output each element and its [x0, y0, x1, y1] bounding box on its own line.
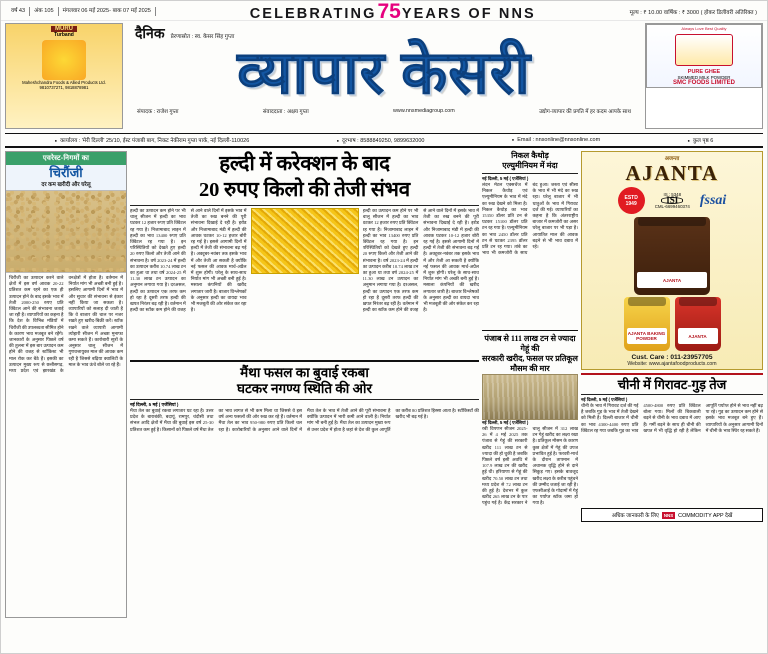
jar-label-3: AJANTA [678, 328, 718, 344]
lead-story [130, 151, 479, 362]
jar-label-1: AJANTA [637, 272, 707, 288]
nickel-article-body: लंदन मेटल एक्सचेंज में निकल कैथोड़ एवं एल्युमीनियम के भाव में मंदे का रुख देखने को मिला है। निकल कैथोड़ का भाव 15350 डॉलर प्रति टन से घटकर 15100 डॉलर प्रति टन रह गया है। एल्युमीनियम का भाव 2450 डॉलर प्रति टन से घटकर 2395 डॉलर प्रति टन रह गया। तांबे का भाव भी कमजोरी के साथ बंद हुआ। जस्ता एवं सीसा के भाव में भी मंदे का रुख रहा। घरेलू बाजार में भी धातुओं के भाव में गिरावट दर्ज की गई। व्यापारियों का कहना है कि अंतरराष्ट्रीय बाजार में कमजोरी का असर घरेलू बाजार पर भी पड़ा है। आयातित माल की आवक बढ़ने से भी भाव दबाव में रहे। [482, 182, 578, 256]
mentha-article-body: मैंथा तेल का बुवाई रकबा लगातार घट रहा है। उत्तर प्रदेश के बाराबंकी, बदायूं, रामपुर, चंदौसी तथा संभल आदि क्षेत्रों में मैंथा की बुवाई इस वर्ष 25-30 प्रतिशत कम हुई है। किसानों को पिछले वर्ष मैंथा तेल का भाव लागत से भी कम मिला था जिससे वे इस वर्ष अन्य फसलों की ओर रुख कर रहे हैं। वर्तमान में मैंथा तेल का भाव 950-980 रुपए प्रति किलो चल रहा है। कारोबारियों के अनुसार आने वाले दिनों में मैंथा तेल के भाव में तेजी आने की पूरी संभावना है क्योंकि उत्पादन में भारी कमी आने वाली है। निर्यात मांग भी बनी हुई है। मैंथा तेल का उत्पादन मुख्य रूप से उत्तर प्रदेश में होता है जहां से देश की कुल आपूर्ति का करीब 80 प्रतिशत हिस्सा आता है। स्टॉकिस्टों की खरीद भी बढ़ गई है। [130, 408, 479, 432]
celebrating-number: 75 [377, 0, 401, 23]
masthead-credits [123, 106, 645, 115]
mentha-headline-line2: घटकर नगण्य स्थिति की ओर [237, 381, 372, 396]
wheat-field-image [482, 374, 578, 420]
nickel-headline-line1: निकल कैथोड़ [511, 151, 549, 160]
sugar-article-body: चीनी के भाव में गिरावट दर्ज की गई है जबकि गुड़ के भाव में तेजी देखने को मिली है। दिल्ली बाजार में चीनी का भाव 4300-4400 रुपए प्रति क्विंटल रह गया जबकि गुड़ का भाव 4500-4800 रुपए प्रति क्विंटल बोला गया। मिलों की बिकवाली बढ़ने से चीनी के भाव दबाव में आए हैं। गर्मी बढ़ने के साथ ही चीनी की खपत में भी वृद्धि हो रही है लेकिन आपूर्ति पर्याप्त होने से भाव नहीं बढ़ पा रहे। गुड़ का उत्पादन कम होने से इसके भाव मजबूत बने हुए हैं। व्यापारियों के अनुसार आगामी दिनों में चीनी के भाव स्थिर रह सकते हैं। [581, 403, 763, 433]
ajanta-jar-row [584, 297, 760, 351]
lead-headline-line1: हल्दी में करेक्शन के बाद [219, 153, 390, 175]
sidebar-kicker: एवरेस्ट-निगमों का [6, 152, 126, 165]
ajanta-customer-care[interactable]: Cust. Care : 011-23957705 [631, 354, 713, 361]
masthead-tagline: उद्योग-व्यापार की प्रगति में हर कदम आपके साथ [539, 109, 631, 115]
smc-tag: Always Love Best Quality [681, 26, 727, 31]
nickel-story [482, 151, 578, 331]
total-pages: ● कुल पृष्ठ 6 [687, 136, 713, 144]
masthead-website[interactable]: www.nnsmediagroup.com [393, 108, 455, 114]
isi-mark [655, 192, 690, 209]
wheat-headline-line1: पंजाब से 111 लाख टन से ज्यादा गेहूं की [484, 334, 576, 353]
rule [581, 394, 763, 395]
muru-logo: MURU [51, 26, 77, 32]
fssai-logo: fssai [699, 192, 727, 208]
lead-headline-line2: 20 रुपए किलो की तेजी संभव [199, 179, 410, 201]
prerna-label: प्रेरणास्रोत : स्व. केसर सिंह गुप्ता [170, 34, 235, 40]
dainik-label: दैनिक [135, 27, 165, 42]
muru-company: Maheshchandra Foods & Allied Products Ltd. [22, 80, 106, 85]
reporter-name: संवाददाता : अक्षय गुप्ता [262, 109, 309, 115]
estd-label: ESTD [624, 194, 638, 201]
main-content [130, 151, 479, 618]
masthead-logo [123, 23, 645, 115]
celebrating-banner [250, 0, 536, 24]
commodity-strip-text: अधिक जानकारी के लिए [611, 513, 659, 519]
sugar-story [581, 373, 763, 503]
phone-numbers: ● दूरभाष : 8588849250, 9899632000 [337, 136, 425, 144]
ajanta-jar-red [675, 297, 721, 351]
chironji-seeds-image [6, 191, 126, 273]
certification-row [584, 187, 760, 214]
wheat-dateline: नई दिल्ली, 5 मई ( एजेंसियां ) [482, 420, 529, 425]
lead-article-body: हल्दी का उत्पादन कम होने पर भी चालू सीजन में हल्दी का भाव घटकर 12 हजार रुपए प्रति क्विंटल रह गया है। निजामाबाद लाइन में हल्दी का भाव 13400 रुपए प्रति क्विंटल रह गया है। इन परिस्थितियों को देखते हुए हल्दी 20 रुपए किलो और तेजी आने की संभावना है। वर्ष 2023-24 में हल्दी का उत्पादन करीब 10.74 लाख टन का हुआ था तथा वर्ष 2024-25 में 11.30 लाख टन उत्पादन का अनुमान लगाया गया है। दरअसल, हल्दी का उत्पादन एक तरफ कम हो रहा है दूसरी तरफ हल्दी की खपत निरंतर बढ़ रही है। वर्तमान में हल्दी का स्टॉक कम होने की वजह से आने वाले दिनों में इसके भाव में तेजी का रुख बनने की पूरी संभावना दिखाई दे रही है। इरोड और निजामाबाद मंडी में हल्दी की आवक घटकर 10-12 हजार बोरी रह गई है। इससे आगामी दिनों में हल्दी में तेजी की संभावना बढ़ गई है। अक्टूबर-नवंबर तक इसके भाव में और तेजी आ सकती है क्योंकि नई फसल की आवक मार्च-अप्रैल में शुरू होगी। घरेलू के साथ-साथ निर्यात मांग भी अच्छी बनी हुई है। मसाला कंपनियों की खरीद लगातार जारी है। बाजार विश्लेषकों के अनुसार हल्दी का वायदा भाव भी मजबूती की ओर संकेत कर रहा है। [130, 208, 247, 313]
turmeric-image [251, 208, 359, 274]
ajanta-website[interactable]: Website: www.ajantafoodproducts.com [627, 361, 717, 367]
smc-line2: SKIMMED MILK POWDER [677, 75, 731, 80]
page-title: व्यापार केसरी [237, 40, 531, 106]
issue-date: मंगलवार 06 मई 2025- बाक 07 मई 2025 [59, 7, 156, 16]
celebrating-pre: CELEBRATING [249, 5, 377, 22]
mentha-dateline: नई दिल्ली, 5 मई ( एजेंसियां ) [130, 402, 179, 407]
email-address[interactable]: ● Email : nnsonline@nnsonline.com [512, 137, 600, 143]
mentha-story [130, 365, 479, 526]
secondary-column [482, 151, 578, 618]
ajanta-jar-large [634, 217, 710, 295]
office-address: ● कार्यालय : 'मेरी दिल्ली' 25/10, ईस्ट पंजाबी बाग, निकट नेकीराम गुप्ता पार्क, नई दिल्ली-110026 [55, 136, 250, 144]
ad-ajanta[interactable] [581, 151, 763, 370]
muru-phone: 9810737271, 9818878981 [39, 85, 89, 90]
sugar-headline: चीनी में गिरावट-गुड़ तेज [617, 377, 727, 392]
issue-number: अंक 105 [30, 7, 58, 16]
issue-year: वर्ष 43 [7, 7, 30, 16]
sidebar-article-body: चिरौंजी का उत्पादन करने वाले क्षेत्रों में इस वर्ष आवक 20-22 प्रतिशत कम रहने का एक ही उत्पादन होने के बाद इसके भाव में तेजी 2000-250 रुपए प्रति क्विंटल आने की संभावना जताई जा रही है। व्यापारियों का कहना है कि देश के विभिन्न मंडियों में चिरौंजी की उपलब्धता सीमित होने के कारण भाव मजबूत बने रहेंगे। जानकारों के अनुसार पिछले वर्ष की तुलना में इस बार उत्पादन कम होने की वजह से स्टॉकिस्ट भी माल रोक कर बैठे हैं। इसकी का उत्पादन मुख्य रूप से छत्तीसगढ़, मध्य प्रदेश एवं झारखंड के वनक्षेत्रों में होता है। वर्तमान में निर्यात मांग भी अच्छी बनी हुई है। इसलिए आगामी दिनों में भाव में और सुधार की संभावना से इंकार नहीं किया जा सकता है। व्यापारियों को सलाह दी जाती है कि वे बाजार की चाल पर नजर रखते हुए खरीद-बिक्री करें। स्टॉक रखने वाले व्यापारी आगामी त्योहारी सीजन में अच्छा मुनाफा कमा सकते हैं। कारोबारी सूत्रों के अनुसार चालू सीजन में गुणवत्तायुक्त माल की आवक कम रही है जिससे बढ़िया क्वालिटी के माल के भाव ऊंचे बोले जा रहे हैं। [9, 275, 123, 374]
issue-info [7, 7, 156, 16]
nickel-headline-line2: एल्युमीनियम में मंदा [502, 161, 558, 170]
smc-title: SMC FOODS LIMITED [673, 80, 735, 86]
sugar-dateline: नई दिल्ली, 5 मई ( एजेंसियां ) [581, 397, 628, 402]
content-area [1, 148, 767, 622]
masthead [1, 21, 767, 133]
jar-label-2: AJANTA BAKING POWDER [627, 328, 667, 344]
rule [130, 399, 479, 400]
muru-sub: Turband [54, 32, 74, 38]
commodity-app-strip[interactable] [581, 508, 763, 522]
rule [482, 173, 578, 174]
mentha-headline-line1: मैंथा फसल का बुवाई रकबा [240, 365, 369, 380]
nickel-dateline: नई दिल्ली, 5 मई ( एजेंसियां ) [482, 176, 529, 181]
commodity-app-label: COMMODITY APP देखें [678, 513, 733, 519]
left-sidebar [5, 151, 127, 618]
wheat-headline-line2: सरकारी खरीद, फसल पर प्रतिकूल मौसम की मार [482, 354, 578, 373]
ad-muru[interactable] [5, 23, 123, 129]
smc-product-image [675, 34, 733, 66]
editor-name: संपादक : राजेश गुप्ता [137, 109, 179, 115]
isi-number: IS : 5348 [663, 192, 682, 197]
right-sidebar [581, 151, 763, 618]
sidebar-subhead: दर कम खरीदी और घरेलू [6, 180, 126, 191]
ajanta-jar-baking-powder [624, 297, 670, 351]
celebrating-post: YEARS OF NNS [401, 5, 536, 22]
smc-line1: PURE GHEE [687, 69, 721, 75]
isi-cml: CML-6699460374 [654, 204, 690, 209]
wheat-article-body: रबी विपणन सीजन 2025-26 में 4 मई 2025 तक पंजाब से गेहूं की सरकारी खरीद 111 लाख टन से ज्यादा की हो चुकी है जबकि पिछले वर्ष इसी अवधि में 107.9 लाख टन की खरीद हुई थी। हरियाणा से गेहूं की खरीद 70.50 लाख टन तथा मध्य प्रदेश से 72 लाख टन की हुई है। देशभर में कुल खरीद 265 लाख टन के पार पहुंच गई है। केंद्र सरकार ने चालू सीजन में 312 लाख टन गेहूं खरीद का लक्ष्य रखा है। प्रतिकूल मौसम के कारण कुछ क्षेत्रों में गेहूं की उपज प्रभावित हुई है। फरवरी-मार्च के दौरान तापमान में अचानक वृद्धि होने से दाने सिकुड़ गए। इसके बावजूद खरीद लक्ष्य के करीब पहुंचने की उम्मीद जताई जा रही है। एफसीआई के गोदामों में गेहूं का पर्याप्त स्टॉक जमा हो गया है। [482, 426, 578, 506]
estd-year: 1949 [625, 200, 637, 207]
muru-product-image [42, 40, 86, 80]
isi-logo: ISI [661, 197, 683, 204]
ajanta-logo: AJANTA [625, 161, 719, 185]
ajanta-brand-hindi: अजन्ता [664, 156, 680, 162]
sidebar-headline: चिरौंजी [6, 165, 126, 180]
rule [130, 205, 479, 206]
ad-smc-foods[interactable] [645, 23, 763, 129]
top-info-strip [1, 1, 767, 21]
estd-badge [618, 187, 645, 214]
wheat-story [482, 334, 578, 544]
price-info: मूल्य : ₹ 10.00 वार्षिक : ₹ 3000 ( होकर डिलीवरी अतिरिक्त ) [629, 9, 757, 16]
contact-bar [5, 133, 763, 148]
lead-article-body-cont: हल्दी का उत्पादन कम होने पर भी चालू सीजन में हल्दी का भाव घटकर 12 हजार रुपए प्रति क्विंटल रह गया है। निजामाबाद लाइन में हल्दी का भाव 13400 रुपए प्रति क्विंटल रह गया है। इन परिस्थितियों को देखते हुए हल्दी 20 रुपए किलो और तेजी आने की संभावना है। वर्ष 2023-24 में हल्दी का उत्पादन करीब 10.74 लाख टन का हुआ था तथा वर्ष 2024-25 में 11.30 लाख टन उत्पादन का अनुमान लगाया गया है। दरअसल, हल्दी का उत्पादन एक तरफ कम हो रहा है दूसरी तरफ हल्दी की खपत निरंतर बढ़ रही है। वर्तमान में हल्दी का स्टॉक कम होने की वजह से आने वाले दिनों में इसके भाव में तेजी का रुख बनने की पूरी संभावना दिखाई दे रही है। इरोड और निजामाबाद मंडी में हल्दी की आवक घटकर 10-12 हजार बोरी रह गई है। इससे आगामी दिनों में हल्दी में तेजी की संभावना बढ़ गई है। अक्टूबर-नवंबर तक इसके भाव में और तेजी आ सकती है क्योंकि नई फसल की आवक मार्च-अप्रैल में शुरू होगी। घरेलू के साथ-साथ निर्यात मांग भी अच्छी बनी हुई है। मसाला कंपनियों की खरीद लगातार जारी है। बाजार विश्लेषकों के अनुसार हल्दी का वायदा भाव भी मजबूती की ओर संकेत कर रहा है। [362, 208, 479, 313]
nns-badge: NNS [663, 512, 674, 518]
